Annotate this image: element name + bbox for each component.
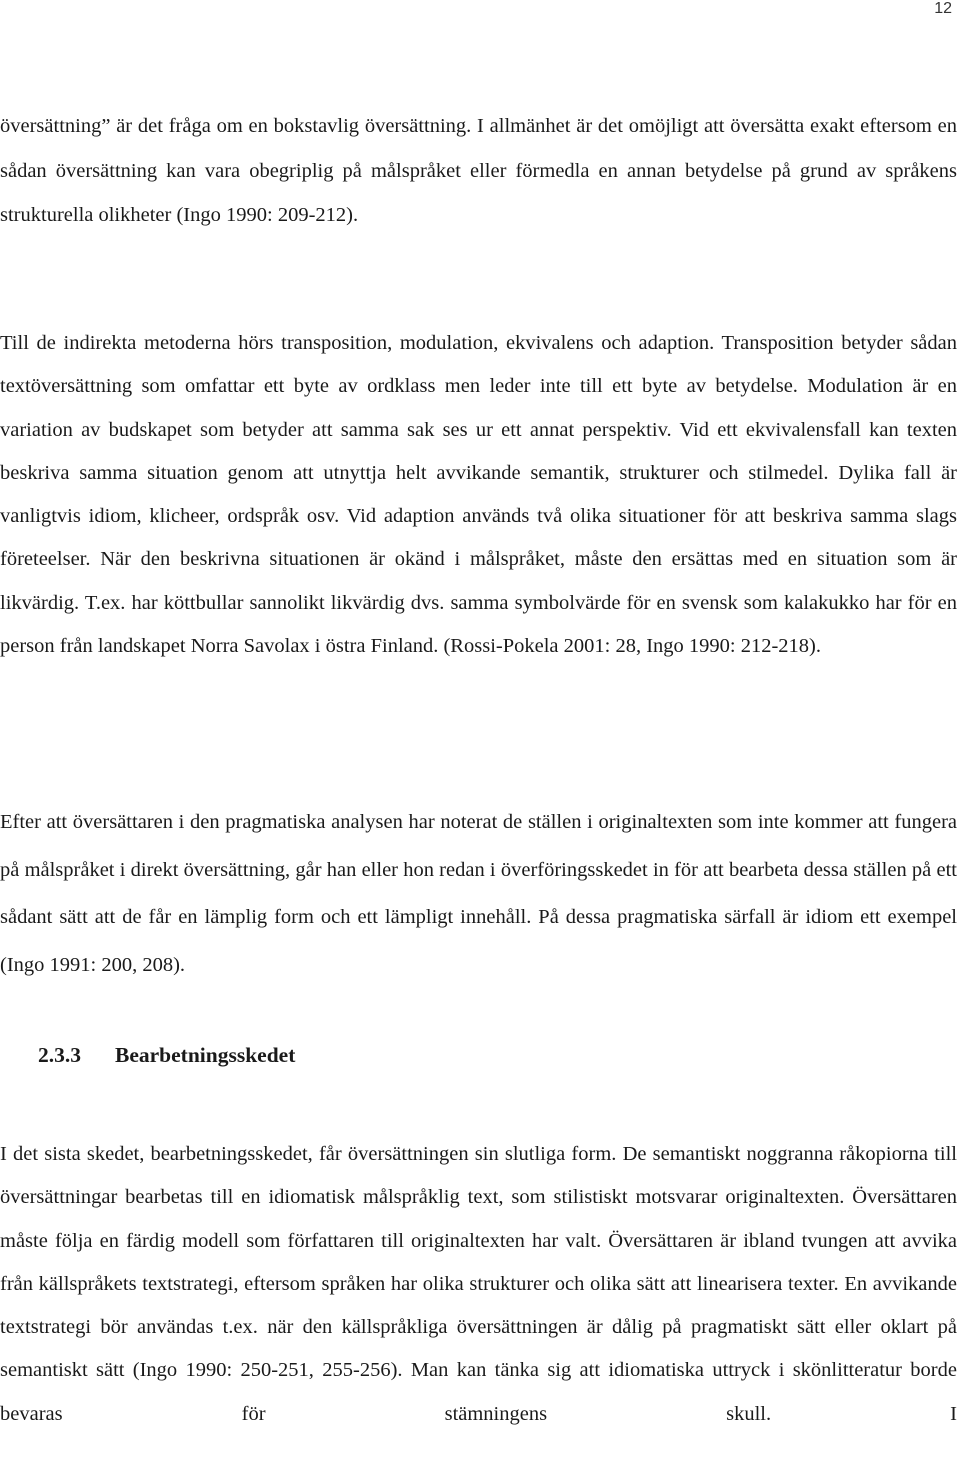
paragraph-pragmatic-analysis: Efter att översättaren i den pragmatiska analysen har noterat de ställen i originaltexten som inte kommer att fungera på målspråket i direkt översättning, går han eller hon redan i överföringsskedet in för att bearbeta dessa ställen på ett sådant sätt att de får en lämplig form och ett lämpligt innehåll. På dessa pragmatiska särfall är idiom ett exempel (Ingo 1991: 200, 208). (0, 811, 957, 976)
paragraph-literal-translation: översättning” är det fråga om en bokstavlig översättning. I allmänhet är det omöjligt att översätta exakt eftersom en sådan översättning kan vara obegriplig på målspråket eller förmedla en annan betydelse på grund av språkens strukturella olikheter (Ingo 1990: 209-212). (0, 115, 957, 226)
section-heading (0, 1043, 295, 1068)
section-title: Bearbetningsskedet (115, 1043, 296, 1067)
section-number: 2.3.3 (38, 1043, 81, 1067)
paragraph-processing-stage: I det sista skedet, bearbetningsskedet, får översättningen sin slutliga form. De semantiskt noggranna råkopiorna till översättningar bearbetas till en idiomatisk målspråklig text, som stilistiskt motsvarar originaltexten. Översättaren måste följa en färdig modell som författaren till originaltexten har valt. Översättaren är ibland tvungen att avvika från källspråkets textstrategi, eftersom språken har olika strukturer och olika sätt att linearisera texter. En avvikande textstrategi bör användas t.ex. när den källspråkliga översättningen är dålig på pragmatiskt sätt eller oklart på semantiskt sätt (Ingo 1990: 250-251, 255-256). Man kan tänka sig att idiomatiska uttryck i skönlitteratur borde bevaras för stämningens skull. I (0, 1143, 957, 1425)
page-number: 12 (934, 0, 952, 17)
paragraph-indirect-methods: Till de indirekta metoderna hörs transposition, modulation, ekvivalens och adaption. Transposition betyder sådan textöversättning som omfattar ett byte av ordklass men leder inte till ett byte av betydelse. Modulation är en variation av budskapet som betyder att samma sak ses ur ett annat perspektiv. Vid ett ekvivalensfall kan texten beskriva samma situation genom att utnyttja helt avvikande semantik, strukturer och stilmedel. Dylika fall är vanligtvis idiom, klicheer, ordspråk osv. Vid adaption används två olika situationer för att beskriva samma slags företeelser. När den beskrivna situationen är okänd i målspråket, måste den ersättas med en situation som är likvärdig. T.ex. har köttbullar sannolikt likvärdig dvs. samma symbolvärde för en svensk som kalakukko har för en person från landskapet Norra Savolax i östra Finland. (Rossi-Pokela 2001: 28, Ingo 1990: 212-218). (0, 332, 957, 658)
